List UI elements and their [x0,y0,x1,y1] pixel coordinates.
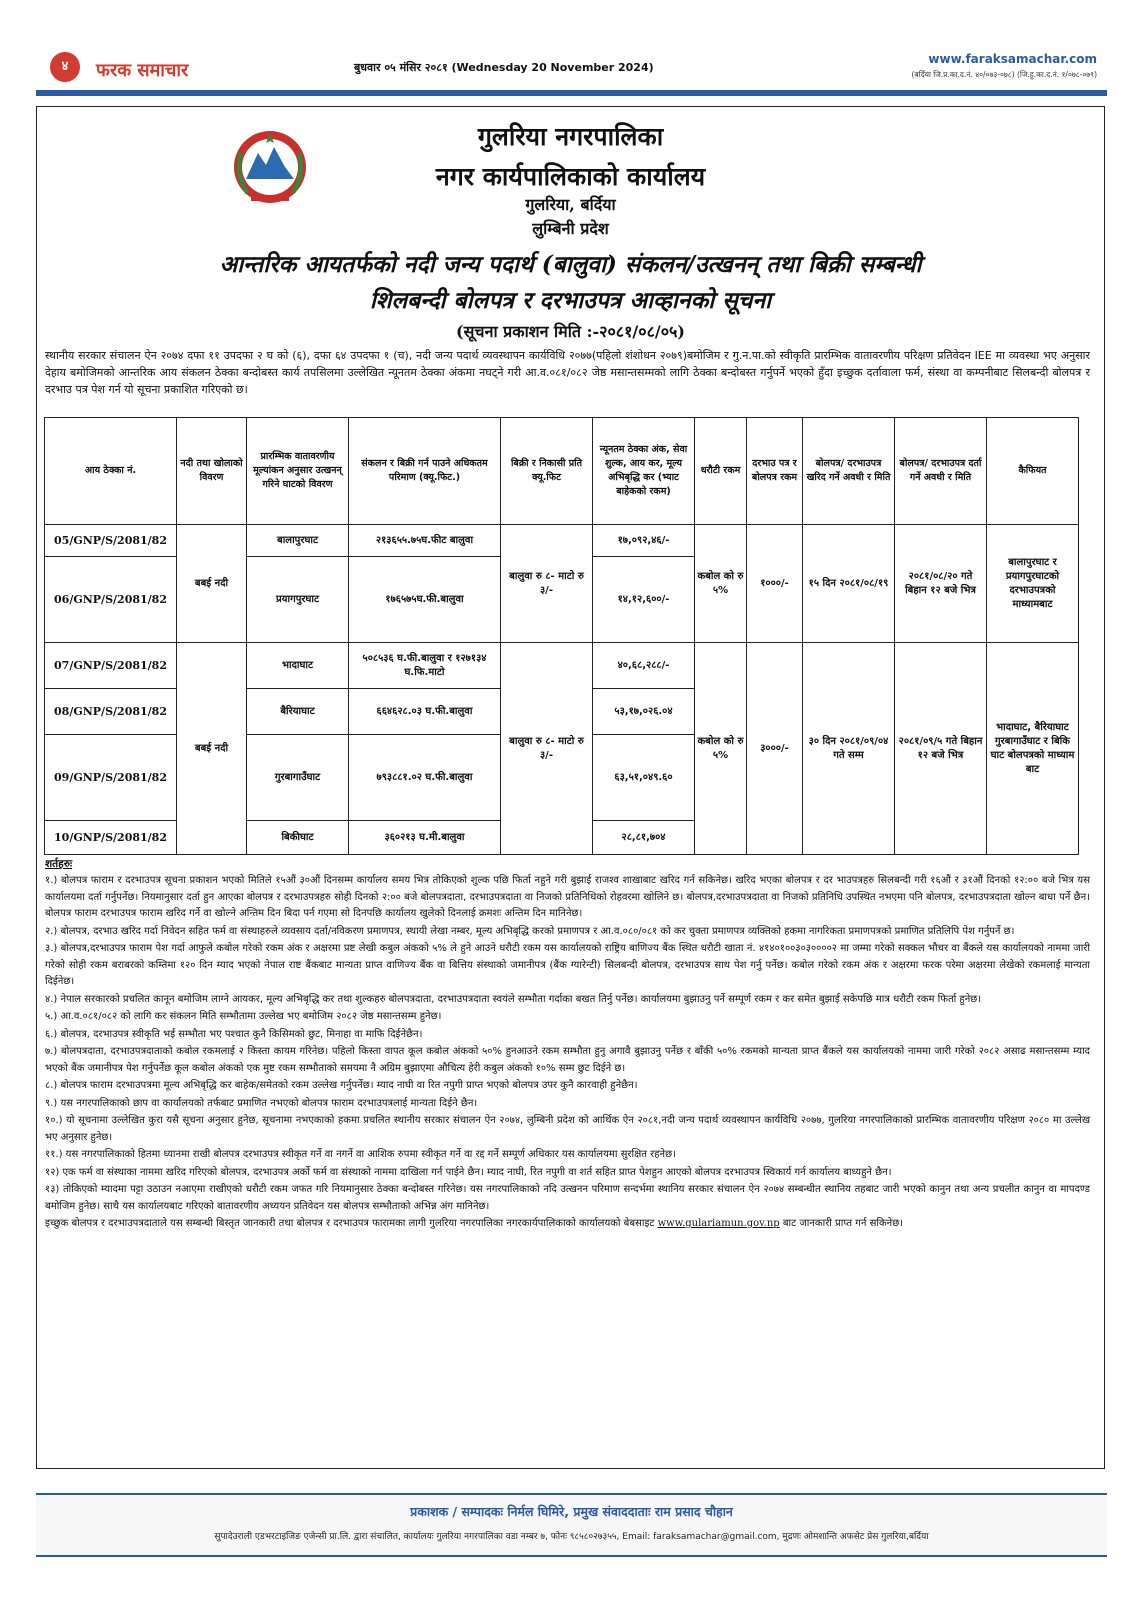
table-header-row [45,418,1079,525]
page-number: ४ [50,52,80,82]
imprint-line: सुपादेउराली एडभरटाइजिङ एजेन्सी प्रा.लि. द्वारा संचालित, कार्यालयः गुलरिया नगरपालिका वडा नम्बर ७, फोनः ९८५८०२७३५५, Email: faraksamachar@gmail.com, मुद्रणः ओमशान्ति अफसेट प्रेस गुलरिया,बर्दिया [214,1532,929,1542]
contract-code: 05/GNP/S/2081/82 [45,525,177,557]
notice-title-line1: आन्तरिक आयतर्फको नदी जन्य पदार्थ (बालुवा) संकलन/उत्खनन् तथा बिक्री सम्बन्धी [219,251,922,278]
min-amount: १४,१२,६००/- [593,557,695,643]
col-header-purchase: बोलपत्र/ दरभाउपत्र खरिद गर्ने अवधी र मिति [803,418,895,525]
river-name: बबई नदी [177,525,247,643]
register-period: २०८१/०९/५ गते बिहान १२ बजे भित्र [895,643,987,855]
ghat-name: गुरबागाउँघाट [247,735,349,821]
col-header-min-amount: न्यूनतम ठेक्का अंक, सेवा शुल्क, आय कर, मूल्य अभिबृद्धि कर (भ्याट बाहेकको रकम) [593,418,695,525]
quantity: १७६५७५घ.फी.बालुवा [349,557,501,643]
publish-date: (सूचना प्रकाशन मिति :-२०८१/०८/०५) [456,322,685,341]
ghat-name: प्रयागपुरघाट [247,557,349,643]
contract-code: 06/GNP/S/2081/82 [45,557,177,643]
table-row [45,643,1079,689]
term-item: १.) बोलपत्र फाराम र दरभाउपत्र सूचना प्रकाशन भएको मितिले १५औं ३०औं दिनसम्म कार्यालय समय भित्र तोकिएको शुल्क पछि फिर्ता नहुने गरी बुझाई राजश्व शाखाबाट खरिद गर्न सकिनेछ। खरिद भएका बोलपत्र र दर भाउपत्रहरु सिलबन्दी गरी १६औं र ३१औं दिनको १२:०० बजे भित्र यस कार्यालयमा दर्ता गर्नुपर्नेछ। नियमानुसार दर्ता हुन आएका बोलपत्र र दरभाउपत्रहरु सोही दिनको २:०० बजे बोलपत्रदाता, दरभाउपत्रदाता वा निजको प्रतिनिधिको रोहवरमा खोलिने छ। बोलपत्र,दरभाउपत्रदाता वा निजको प्रतिनिधि उपस्थित नभएमा पनि बोलपत्र, दरभाउपत्रदाता खोल्न बाधा पर्ने छैन। बोलपत्र फाराम दरभाउपत्र फाराम खरिद गर्ने वा खोल्ने अन्तिम दिन बिदा पर्न गएमा सो दिनपछि कार्यालय खुलेको दिनलाई क्रमशः अन्तिम दिन मानिनेछ। [45,875,1090,919]
ghat-name: बिकीघाट [247,821,349,855]
contract-code: 10/GNP/S/2081/82 [45,821,177,855]
fee: ३०००/- [747,643,803,855]
term-item: ११.) यस नगरपालिकाको हितमा ध्यानमा राखी बोलपत्र दरभाउपत्र स्वीकृत गर्ने वा नगर्ने वा आशिक रुपमा स्वीकृत गर्ने वा रद्द गर्ने सम्पूर्ण अधिकार यस कार्यालयमा सुरक्षित रहनेछ। [45,1149,676,1160]
col-header-register: बोलपत्र/ दरभाउपत्र दर्ता गर्ने अवधी र मिति [895,418,987,525]
term-item: १०.) यो सूचनामा उल्लेखित कुरा यसै सूचना अनुसार हुनेछ, सूचनामा नभएकाको हकमा प्रचलित स्थानीय सरकार संचालन ऐन २०७४, लुम्बिनी प्रदेश को आर्थिक ऐन २०८१,नदी जन्य पदार्थ व्यवस्थापन कार्यविधि २०७७, गुलरिया नगरपालिकाको प्रारम्भिक वातावरणीय परिक्षण २०८० मा उल्लेख भए अनुसार हुनेछ। [45,1115,1090,1143]
municipality-name: गुलरिया नगरपालिका [477,122,664,151]
publisher-line: प्रकाशक / सम्पादकः निर्मल घिमिरे, प्रमुख संवाददाताः राम प्रसाद चौहान [410,1504,733,1519]
closing-text: इच्छुक बोलपत्र र दरभाउपत्रदाताले यस सम्बन्धी बिस्तृत जानकारी तथा बोलपत्र र दरभाउपत्र फारामका लागी गुलरिया नगरपालिका नगरकार्यपालिकाको कार्यालयको बेबसाइट [45,1218,655,1229]
terms-list [45,873,1090,1234]
location: गुलरिया, बर्दिया [525,195,616,214]
terms-heading: शर्तहरुः [45,858,73,870]
ghat-name: बालापुरघाट [247,525,349,557]
col-header-code: आय ठेक्का नं. [45,418,177,525]
term-item: १२) एक फर्म वा संस्थाका नाममा खरिद गरिएको बोलपत्र, दरभाउपत्र अर्को फर्म वा संस्थाको नाममा दाखिला गर्न पाईने छैन। म्याद नाघी, रित नपुगी वा शर्त सहित प्राप्त पेशहुन आएको बोलपत्र दरभाउपत्र स्विकार्य गर्न कार्यालय बाध्यहुने छैन। [45,1166,892,1178]
min-amount: ४०,६८,२८८/- [593,643,695,689]
term-item: ३.) बोलपत्र,दरभाउपत्र फाराम पेश गर्दा आफुले कबोल गरेको रकम अंक र अक्षरमा प्रष्ट लेखी कबुल अंकको ५% ले हुने आउने धरौटी रकम यस कार्यालयको राष्ट्रिय बाणिज्य बैंक स्थित धरौटी खाता नं. ४१४०१००३०३००००२ मा जम्मा गरेको सक्कल भौचर वा बैंकले यस कार्यालयको नाममा जारी गरेको सोही रकम बराबरको कम्तिमा १२० दिन म्याद भएको नेपाल राष्ट बैंकबाट मान्यता प्राप्त वाणिज्य बैंक वा बित्तिय संस्थाको जमानीपत्र (बैंक ग्यारेन्टी) सिलबन्दी बोलपत्र, दरभाउपत्र साथ पेश गर्नु पर्नेछ। कबोल गरेको रकम अंक र अक्षरमा फरक परेमा अक्षरमा लेखेको रकमलाई मान्यता दिईनेछ। [45,943,1090,987]
notice-title-line2: शिलबन्दी बोलपत्र र दरभाउपत्र आव्हानको सूचना [369,287,772,314]
min-amount: ६३,५१,०४९.६० [593,735,695,821]
term-item: १३) तोकिएको म्यादमा पट्टा उठाउन नआएमा राखीएको धरौटी रकम जफत गरि नियमानुसार ठेक्का बन्दोबस्त गरिनेछ। यस नगरपालिकाको नदि उत्खनन परिमाण सन्दर्भमा स्थानिय सरकार संचालन ऐन २०७४ सम्बन्धीत स्थानिय तहबाट जारी भएको कानुन तथा अन्य प्रचलीत कानुन वा मापदण्ड बमोजिम हुनेछ। साथै यस कार्यालयबाट गरिएको बातावरणीय अध्ययन प्रतिवेदन यस बोलपत्र सम्भौताको अभिन्न अंग मानिनेछ। [45,1184,1090,1212]
contract-code: 08/GNP/S/2081/82 [45,689,177,735]
term-item: २.) बोलपत्र, दरभाउ खरिद गर्दा निवेदन सहित फर्म वा संस्थाहरुले व्यवसाय दर्ता/नविकरण प्रमाणपत्र, स्थायी लेखा नम्बर, मूल्य अभिबृद्धि करको प्रमाणपत्र र आ.व.०८०/०८१ को कर चुक्ता प्रमाणपत्र व्यक्तिको हकमा नागरिकता प्रमाणपत्रको प्रमाणित प्रतिलिपि पेश गर्नुपर्ने छ। [45,925,1015,937]
tender-notice [36,106,1105,1469]
min-amount: १७,०९२,४६/- [593,525,695,557]
issue-date: बुधवार ०५ मंसिर २०८१ (Wednesday 20 November 2024) [354,61,654,74]
register-period: २०८१/०८/२० गते बिहान १२ बजे भित्र [895,525,987,643]
term-item: ९.) यस नगरपालिकाको छाप वा कार्यालयको तर्फबाट प्रमाणित नभएको बोलपत्र फाराम दरभाउपत्रलाई मान्यता दिईने छैन। [45,1097,478,1109]
table-row [45,525,1079,557]
col-header-deposit: धरौटी रकम [695,418,747,525]
fee: १०००/- [747,525,803,643]
deposit: कबोल को रु ५% [695,525,747,643]
closing-tail: बाट जानकारी प्राप्त गर्न सकिनेछ। [782,1218,904,1229]
contract-code: 07/GNP/S/2081/82 [45,643,177,689]
footer [36,1493,1107,1557]
province: लुम्बिनी प्रदेश [532,219,609,238]
col-header-quantity: संकलन र बिक्री गर्न पाउने अधिकतम परिमाण (क्यू.फिट.) [349,418,501,525]
col-header-fee: दरभाउ पत्र र बोलपत्र रकम [747,418,803,525]
ghat-name: भादाघाट [247,643,349,689]
rate: बालुवा रु ८- माटो रु ३/- [501,643,593,855]
purchase-period: १५ दिन २०८१/०८/१९ [803,525,895,643]
quantity: ६६४६२८.०३ घ.फी.बालुवा [349,689,501,735]
ghat-name: बैरियाघाट [247,689,349,735]
term-item: ५.) आ.व.०८१/०८२ को लागि कर संकलन मिति सम्भौतामा उल्लेख भए बमोजिम २०८२ जेष्ठ मसान्तसम्म हुनेछ। [45,1011,442,1022]
col-header-rate: बिक्री र निकासी प्रति क्यू.फिट [501,418,593,525]
col-header-river: नदी तथा खोलाको विवरण [177,418,247,525]
closing-paragraph [45,1216,1090,1233]
col-header-ghat: प्रारम्भिक वातावरणीय मूल्यांकन अनुसार उत्खनन् गरिने घाटको विवरण [247,418,349,525]
intro-paragraph: स्थानीय सरकार संचालन ऐन २०७४ दफा ११ उपदफा २ घ को (६), दफा ६४ उपदफा १ (च), नदी जन्य पदार्थ व्यवस्थापन कार्यविधि २०७७(पहिलो शंशोधन २०७९)बमोजिम र गु.न.पा.को स्वीकृति प्रारम्भिक वातावरणीय परिक्षण प्रतिवेदन IEE मा व्यवस्था भए अनुसार देहाय बमोजिमको आन्तरिक आय संकलन ठेक्का बन्दोबस्त कार्य तपसिलमा उल्लेखित न्यूनतम ठेक्का अंकमा नघट्ने गरी आ.व.०८१/०८२ जेष्ठ मसान्तसम्मको लागि ठेक्का बन्दोबस्त गर्नुपर्ने भएको हुँदा इच्छुक दर्तावाला फर्म, संस्था वा कम्पनीबाट सिलबन्दी बोलपत्र र दरभाउ पत्र पेश गर्न यो सूचना प्रकाशित गरिएको छ। [45,349,1090,396]
river-name: बबई नदी [177,643,247,855]
municipality-website-link[interactable]: www.gulariamun.gov.np [657,1218,780,1229]
quantity: ५०८५३६ घ.फी.बालुवा र १२७१३४ घ.फि.माटो [349,643,501,689]
paper-name: फरक समाचार [96,60,189,81]
term-item: ८.) बोलपत्र फाराम दरभाउपत्रमा मूल्य अभिबृद्धि कर बाहेक/समेतको रकम उल्लेख गर्नुपर्नेछ। म्याद नाघी वा रित नपुगी प्राप्त भएको बोलपत्र उपर कुनै कारवाही हुनेछैन। [45,1080,638,1091]
remarks: भादाघाट, बैरियाघाट गुरबागाउँघाट र बिकि घाट बोलपत्रको माध्याम बाट [987,643,1079,855]
masthead [36,46,1107,96]
term-item: ४.) नेपाल सरकारको प्रचलित कानून बमोजिम लाग्ने आयकर, मूल्य अभिबृद्धि कर तथा शुल्कहरु बोलपत्रदाता, दरभाउपत्रदाता स्वयंले सम्भौता गर्दाका बखत तिर्नु पर्नेछ। कार्यालयमा बुझाउनु पर्ने सम्पूर्ण रकम र कर समेत बुझाई सकेपछि मात्र धरौटी रकम फिर्ता हुनेछ। [45,993,982,1005]
term-item: ७.) बोलपत्रदाता, दरभाउपत्रदाताको कबोल रकमलाई २ किस्ता कायम गरिनेछ। पहिलो किस्ता वापत कूल कबोल अंकको ५०% हुनआउने रकम सम्भौता हुनु अगावै बुझाउनु पर्नेछ र बाँकी ५०% रकमको मान्यता प्राप्त बैंकले यस कार्यालयको नाममा जारी गरेको २०८२ असाढ मसान्तसम्म म्याद भएको बैंक जमानीपत्र पेश गर्नुपर्नेछ कूल कबोल अंकको एक मुष्ट रकम सम्भौताको समयमा नै अग्रिम बुझाएमा औचित्य हेरी कबुल अंकको १०% सम्म छुट दिईने छ। [45,1046,1090,1074]
contract-code: 09/GNP/S/2081/82 [45,735,177,821]
quantity: ३६०२१३ घ.मी.बालुवा [349,821,501,855]
office-name: नगर कार्यपालिकाको कार्यालय [435,162,706,191]
term-item: ६.) बोलपत्र, दरभाउपत्र स्वीकृति भई सम्भौता भए पश्चात कुनै किसिमको छुट, मिनाहा वा माफि दिईनेछैन। [45,1028,423,1040]
min-amount: ५३,१७,०२६.०४ [593,689,695,735]
registration-info: (बर्दिया जि.प्र.का.द.नं. ४०/०७३-०७८) (जि.हु.का.द.नं. १/०७८-०७९) [911,70,1097,79]
quantity: ७९३८८१.०२ घ.फी.बालुवा [349,735,501,821]
quantity: २१३६५५.७५घ.फीट बालुवा [349,525,501,557]
col-header-remarks: कैफियत [987,418,1079,525]
rate: बालुवा रु ८- माटो रु ३/- [501,525,593,643]
min-amount: २८,८१,७०४ [593,821,695,855]
tender-table [44,417,1079,855]
deposit: कबोल को रु ५% [695,643,747,855]
remarks: बालापुरघाट र प्रयागपुरघाटको दरभाउपत्रको माध्यामबाट [987,525,1079,643]
website-link[interactable]: www.faraksamachar.com [928,52,1097,66]
purchase-period: ३० दिन २०८१/०९/०४ गते सम्म [803,643,895,855]
